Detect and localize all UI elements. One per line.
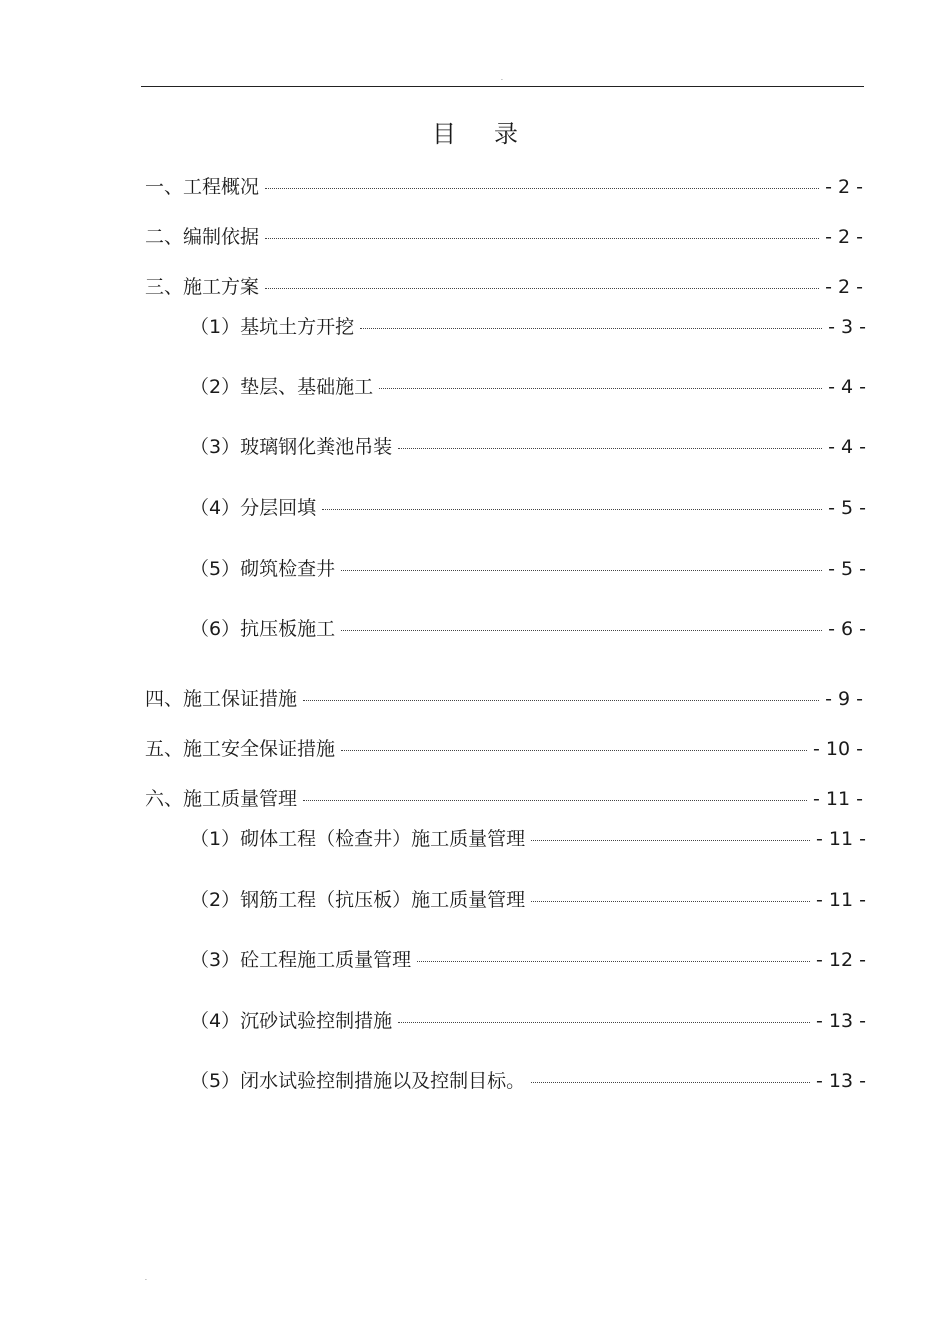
toc-leader-dots [531,840,810,841]
toc-entry-label: （1）基坑土方开挖 [190,316,355,338]
toc-entry-label: （5）闭水试验控制措施以及控制目标。 [190,1070,526,1092]
toc-entry[interactable] [190,434,866,460]
toc-leader-dots [265,188,819,189]
toc-entry[interactable] [190,374,866,400]
toc-leader-dots [322,509,822,510]
toc-leader-dots [398,1022,810,1023]
toc-entry-page: - 2 - [825,226,863,248]
toc-entry-label: 一、工程概况 [145,176,260,198]
toc-leader-dots [265,288,819,289]
toc-entry[interactable] [145,786,863,812]
toc-entry[interactable] [190,1008,866,1034]
toc-entry-page: - 4 - [828,376,866,398]
toc-leader-dots [417,961,810,962]
toc-entry-label: 四、施工保证措施 [145,688,298,710]
toc-entry-label: （4）沉砂试验控制措施 [190,1010,393,1032]
header-rule [141,86,864,87]
toc-title-right: 录 [494,120,518,148]
toc-entry-page: - 2 - [825,276,863,298]
toc-entry[interactable] [145,274,863,300]
toc-entry-page: - 10 - [813,738,863,760]
toc-entry-page: - 4 - [828,436,866,458]
toc-leader-dots [360,328,822,329]
toc-entry[interactable] [145,174,863,200]
toc-entry-page: - 13 - [816,1070,866,1092]
toc-entry-label: 二、编制依据 [145,226,260,248]
toc-entry-page: - 5 - [828,558,866,580]
toc-entry[interactable] [190,314,866,340]
toc-title [0,117,950,151]
toc-entry-page: - 6 - [828,618,866,640]
toc-title-left: 目 [432,120,456,148]
toc-leader-dots [531,1082,810,1083]
toc-leader-dots [341,750,807,751]
toc-entry-label: （5）砌筑检查井 [190,558,336,580]
toc-entry-label: （2）钢筋工程（抗压板）施工质量管理 [190,889,526,911]
toc-entry-label: （4）分层回填 [190,497,317,519]
toc-entry[interactable] [145,686,863,712]
toc-entry[interactable] [190,1068,866,1094]
toc-leader-dots [303,800,807,801]
header-mark: . [501,75,503,82]
toc-entry-label: 五、施工安全保证措施 [145,738,336,760]
toc-entry-page: - 11 - [813,788,863,810]
toc-entry-page: - 12 - [816,949,866,971]
toc-entry-label: （6）抗压板施工 [190,618,336,640]
toc-entry-label: （3）砼工程施工质量管理 [190,949,412,971]
toc-entry-label: 六、施工质量管理 [145,788,298,810]
toc-entry[interactable] [190,556,866,582]
toc-entry-label: （2）垫层、基础施工 [190,376,374,398]
toc-entry-page: - 5 - [828,497,866,519]
toc-leader-dots [265,238,819,239]
toc-leader-dots [341,570,822,571]
toc-entry[interactable] [145,736,863,762]
toc-entry-label: （1）砌体工程（检查井）施工质量管理 [190,828,526,850]
toc-entry-page: - 2 - [825,176,863,198]
toc-leader-dots [531,901,810,902]
toc-entry[interactable] [190,495,866,521]
toc-leader-dots [303,700,819,701]
toc-entry[interactable] [145,224,863,250]
toc-leader-dots [341,630,822,631]
toc-entry-page: - 9 - [825,688,863,710]
toc-entry-label: （3）玻璃钢化粪池吊装 [190,436,393,458]
footer-mark: . [145,1275,147,1282]
toc-entry[interactable] [190,947,866,973]
toc-entry-page: - 11 - [816,889,866,911]
toc-leader-dots [379,388,822,389]
toc-entry-page: - 11 - [816,828,866,850]
toc-leader-dots [398,448,822,449]
toc-entry-page: - 13 - [816,1010,866,1032]
toc-entry[interactable] [190,826,866,852]
toc-entry[interactable] [190,887,866,913]
toc-entry[interactable] [190,616,866,642]
toc-entry-label: 三、施工方案 [145,276,260,298]
toc-entry-page: - 3 - [828,316,866,338]
